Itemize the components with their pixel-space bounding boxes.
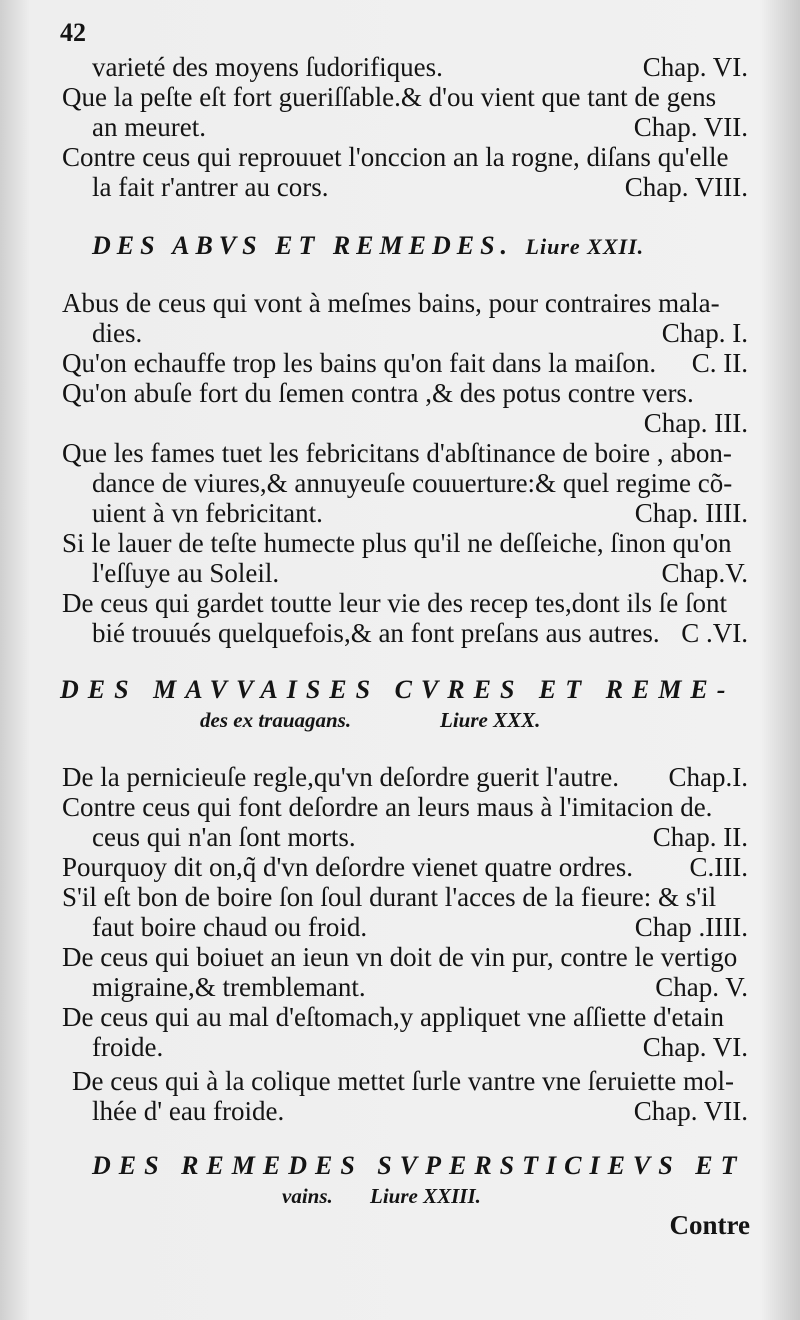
chapter-ref: Chap.I. <box>668 762 748 792</box>
chapter-ref: Chap.V. <box>661 558 748 588</box>
chapter-ref: Chap .IIII. <box>634 912 748 942</box>
chapter-ref: Chap. III. <box>643 408 748 438</box>
entry-line: Contre ceus qui reprouuet l'onccion an la rogne, diſans qu'elle <box>62 142 729 172</box>
heading-book: Liure XXII. <box>525 234 645 259</box>
entry-line: De la pernicieuſe regle,qu'vn deſordre guerit l'autre. <box>62 762 619 792</box>
page-number: 42 <box>60 18 86 47</box>
entry-line: Contre ceus qui font deſordre an leurs maus à l'imitacion de. <box>62 792 713 822</box>
entry-line: Abus de ceus qui vont à meſmes bains, pour contraires mala- <box>62 288 720 318</box>
chapter-ref: Chap. VI. <box>642 52 748 82</box>
entry-continuation: froide. <box>92 1032 164 1062</box>
entry-continuation: migraine,& tremblemant. <box>92 972 366 1002</box>
heading-book: Liure XXX. <box>440 708 541 732</box>
entry-line: Qu'on abuſe fort du ſemen contra ,& des potus contre vers. <box>62 378 694 408</box>
chapter-ref: C.III. <box>689 852 748 882</box>
entry-continuation: lhée d' eau froide. <box>92 1096 285 1126</box>
entry-continuation: bié trouués quelquefois,& an font preſans aus autres. <box>92 618 660 648</box>
entry-continuation: an meuret. <box>92 112 206 142</box>
entry-continuation: dies. <box>92 318 143 348</box>
entry-continuation: faut boire chaud ou froid. <box>92 912 368 942</box>
entry-continuation: ceus qui n'an ſont morts. <box>92 822 356 852</box>
entry-line: Si le lauer de teſte humecte plus qu'il ne deſſeiche, ſinon qu'on <box>62 528 732 558</box>
chapter-ref: Chap. I. <box>661 318 748 348</box>
heading-subtitle: des ex trauagans. <box>200 708 352 732</box>
entry-line: De ceus qui gardet toutte leur vie des recep tes,dont ils ſe ſont <box>62 588 728 618</box>
book-heading: DES REMEDES SVPERSTICIEVS ET <box>92 1151 745 1180</box>
entry-continuation: l'eſſuye au Soleil. <box>92 558 280 588</box>
entry-line: De ceus qui boiuet an ieun vn doit de vin pur, contre le vertigo <box>62 942 738 972</box>
chapter-ref: Chap. VII. <box>633 1096 748 1126</box>
chapter-ref: Chap. VI. <box>642 1032 748 1062</box>
heading-subtitle: vains. <box>282 1184 333 1208</box>
chapter-ref: Chap. II. <box>652 822 748 852</box>
entry-line: De ceus qui à la colique mettet ſurle vantre vne ſeruiette mol- <box>72 1066 734 1096</box>
entry-continuation: la fait r'antrer au cors. <box>92 172 329 202</box>
chapter-ref: Chap. IIII. <box>634 498 748 528</box>
entry-line: S'il eſt bon de boire ſon ſoul durant l'acces de la fieure: & s'il <box>62 882 717 912</box>
entry-line: De ceus qui au mal d'eſtomach,y appliquet vne aſſiette d'etain <box>62 1002 725 1032</box>
chapter-ref: Chap. VIII. <box>624 172 748 202</box>
chapter-ref: Chap. VII. <box>633 112 748 142</box>
entry-line: Que la peſte eſt fort gueriſſable.& d'ou vient que tant de gens <box>62 82 717 112</box>
entry-continuation: dance de viures,& annuyeuſe couuerture:& quel regime cõ- <box>92 468 733 498</box>
heading-book: Liure XXIII. <box>370 1184 481 1208</box>
heading-title: DES ABVS ET REMEDES. <box>92 231 514 260</box>
entry-line: Pourquoy dit on,q̃ d'vn deſordre vienet quatre ordres. <box>62 852 633 882</box>
chapter-ref: Chap. V. <box>655 972 748 1002</box>
entry-line: Qu'on echauffe trop les bains qu'on fait dans la maiſon. <box>62 348 657 378</box>
entry-continuation: uient à vn febricitant. <box>92 498 323 528</box>
entry-line: Que les fames tuet les febricitans d'abſtinance de boire , abon- <box>62 438 732 468</box>
book-heading <box>92 228 732 264</box>
book-heading: DES MAVVAISES CVRES ET REME- <box>60 675 735 704</box>
entry-line: varieté des moyens ſudorifiques. <box>92 52 443 82</box>
chapter-ref: C .VI. <box>681 618 748 648</box>
catchword: Contre <box>669 1210 750 1240</box>
chapter-ref: C. II. <box>691 348 748 378</box>
